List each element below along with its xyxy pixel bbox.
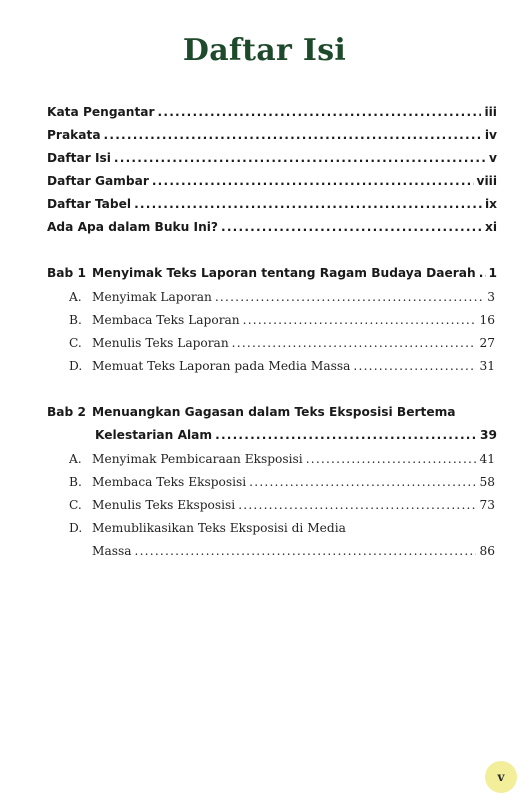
- toc-entry-page: iii: [484, 105, 497, 119]
- page-number-badge: [485, 761, 517, 793]
- leader-dots: [152, 173, 474, 189]
- toc-entry-label: Daftar Gambar: [47, 174, 149, 188]
- leader-dots: [114, 150, 486, 166]
- toc-entry-section[interactable]: [92, 474, 495, 490]
- section-label-line1: Memublikasikan Teks Eksposisi di Media: [92, 521, 346, 535]
- toc-entry-page: 3: [487, 290, 495, 304]
- toc-entry-kata-pengantar[interactable]: [47, 104, 497, 120]
- leader-dots: [134, 196, 482, 212]
- leader-dots: [306, 451, 477, 467]
- toc-entry-bab1[interactable]: [92, 265, 497, 281]
- toc-entry-section[interactable]: [92, 358, 495, 374]
- toc-entry-section[interactable]: [92, 451, 495, 467]
- section-letter: D.: [69, 359, 83, 373]
- toc-entry-label: Ada Apa dalam Buku Ini?: [47, 220, 218, 234]
- section-label: Membaca Teks Laporan: [92, 313, 240, 327]
- toc-entry-daftar-isi[interactable]: [47, 150, 497, 166]
- chapter-number: Bab 1: [47, 266, 86, 280]
- chapter-title-line2: Kelestarian Alam: [95, 428, 213, 442]
- section-label-line2: Massa: [92, 544, 132, 558]
- toc-entry-section[interactable]: [92, 335, 495, 351]
- section-label: Menyimak Pembicaraan Eksposisi: [92, 452, 303, 466]
- toc-entry-page: 41: [479, 452, 495, 466]
- toc-entry-page: viii: [476, 174, 497, 188]
- toc-entry-page: v: [489, 151, 497, 165]
- toc-entry-page: 1: [488, 266, 497, 280]
- toc-entry-label: Kata Pengantar: [47, 105, 155, 119]
- toc-entry-page: 86: [479, 544, 495, 558]
- leader-dots: [353, 358, 476, 374]
- toc-entry-page: 58: [479, 475, 495, 489]
- leader-dots: [243, 312, 477, 328]
- section-label: Menulis Teks Laporan: [92, 336, 229, 350]
- section-label: Memuat Teks Laporan pada Media Massa: [92, 359, 351, 373]
- leader-dots: [238, 497, 476, 513]
- toc-entry-daftar-tabel[interactable]: [47, 196, 497, 212]
- chapter-title: Menyimak Teks Laporan tentang Ragam Budaya Daerah: [92, 266, 476, 280]
- toc-entry-page: iv: [484, 128, 497, 142]
- leader-dots: [135, 543, 477, 559]
- section-letter: A.: [69, 452, 82, 466]
- toc-entry-daftar-gambar[interactable]: [47, 173, 497, 189]
- toc-entry-label: Daftar Isi: [47, 151, 111, 165]
- toc-entry-bab2[interactable]: [95, 427, 497, 443]
- toc-entry-page: 16: [479, 313, 495, 327]
- section-label: Menulis Teks Eksposisi: [92, 498, 236, 512]
- section-letter: B.: [69, 313, 82, 327]
- toc-entry-label: Prakata: [47, 128, 101, 142]
- toc-entry-section[interactable]: [92, 312, 495, 328]
- leader-dots: [104, 127, 482, 143]
- page-title: Daftar Isi: [182, 33, 347, 68]
- leader-dots: [249, 474, 476, 490]
- leader-dots: [232, 335, 477, 351]
- leader-dots: [215, 289, 484, 305]
- chapter-title-line1: Menuangkan Gagasan dalam Teks Eksposisi Bertema: [92, 405, 456, 419]
- toc-entry-page: ix: [484, 197, 497, 211]
- toc-entry-section[interactable]: [92, 289, 495, 305]
- toc-entry-page: 27: [479, 336, 495, 350]
- toc-entry-page: 39: [480, 428, 497, 442]
- section-label: Menyimak Laporan: [92, 290, 212, 304]
- section-letter: D.: [69, 521, 83, 535]
- toc-entry-prakata[interactable]: [47, 127, 497, 143]
- toc-entry-label: Daftar Tabel: [47, 197, 132, 211]
- section-letter: C.: [69, 498, 82, 512]
- toc-entry-section[interactable]: [92, 543, 495, 559]
- page-number: v: [497, 770, 505, 784]
- leader-dots: [479, 265, 486, 281]
- section-letter: A.: [69, 290, 82, 304]
- section-letter: C.: [69, 336, 82, 350]
- section-letter: B.: [69, 475, 82, 489]
- toc-entry-page: xi: [484, 220, 497, 234]
- leader-dots: [221, 219, 482, 235]
- leader-dots: [158, 104, 482, 120]
- toc-entry-section[interactable]: [92, 497, 495, 513]
- leader-dots: [215, 427, 477, 443]
- toc-entry-page: 31: [479, 359, 495, 373]
- chapter-number: Bab 2: [47, 405, 86, 419]
- section-label: Membaca Teks Eksposisi: [92, 475, 247, 489]
- toc-entry-page: 73: [479, 498, 495, 512]
- toc-entry-ada-apa[interactable]: [47, 219, 497, 235]
